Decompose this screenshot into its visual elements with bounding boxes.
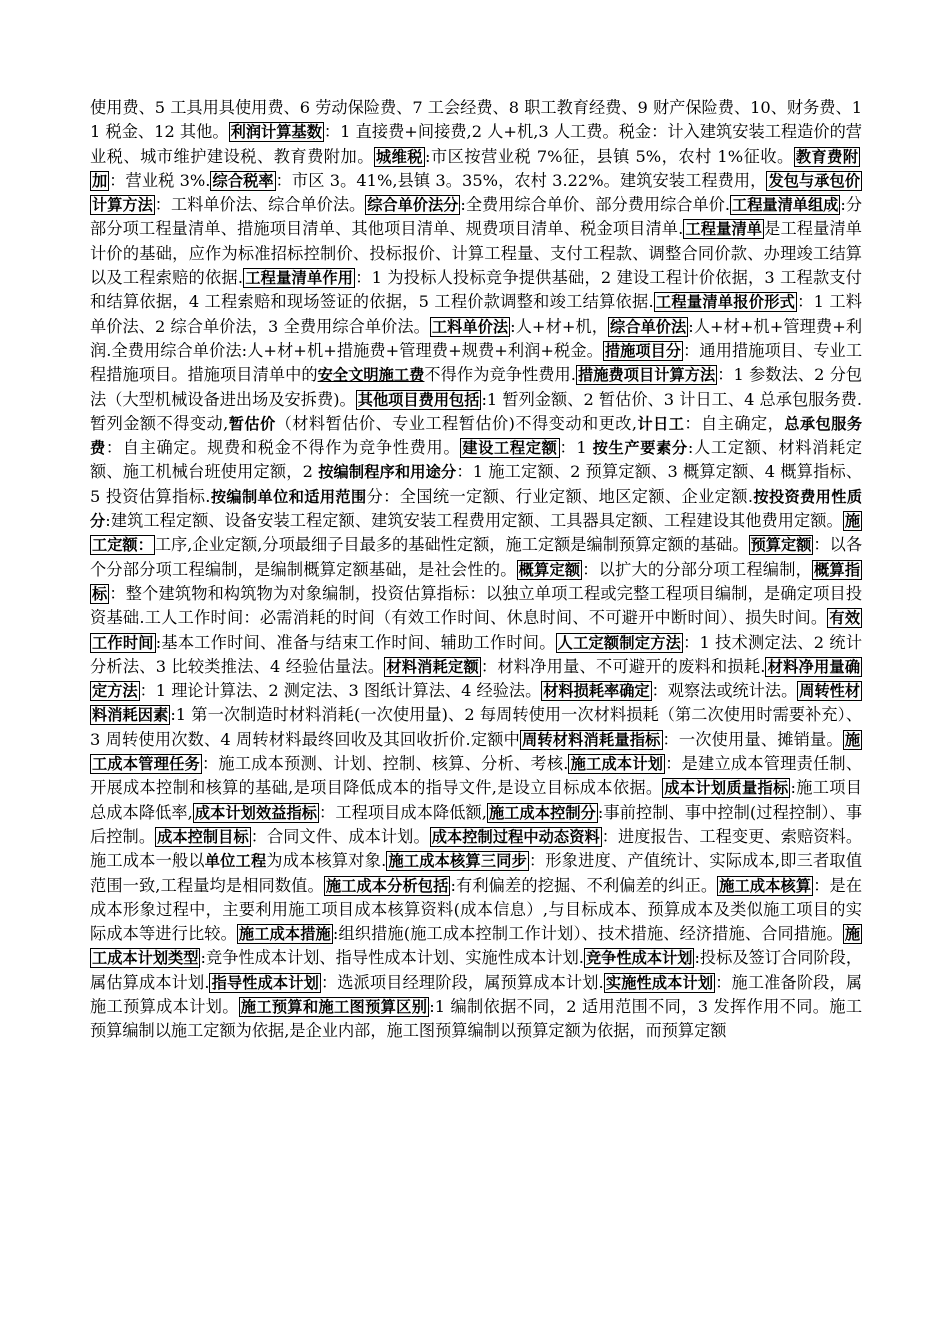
boxed-term: 概算定额 bbox=[518, 560, 581, 579]
boxed-term: 有效工作时间 bbox=[92, 609, 861, 652]
boxed-term: 措施费项目计算方法 bbox=[577, 366, 716, 385]
boxed-term: 人工定额制定方法 bbox=[557, 633, 682, 652]
boxed-term: 施工成本管理任务 bbox=[92, 730, 860, 774]
body-text: ：是建立成本管理责任制、开展成本控制和核算的基础,是项目降低成本的指导文件,是设立目标成本依据。 bbox=[90, 754, 863, 798]
body-text: ：1 为投标人投标竞争提供基础，2 建设工程计价依据，3 工程款支付和结算依据，4 工程索赔和现场签证的依据，5 工程价款调整和竣工结算依据. bbox=[90, 268, 862, 312]
boxed-term: 成本控制过程中动态资料 bbox=[431, 827, 600, 846]
underlined-term: 安全文明施工费 bbox=[317, 366, 425, 385]
body-text: :施工项目总成本降低率, bbox=[90, 778, 862, 822]
boxed-term: 措施项目分 bbox=[604, 341, 682, 360]
boxed-term: 施工成本分析包括 bbox=[325, 876, 449, 895]
body-text: ：材料净用量、不可避开的废料和损耗. bbox=[480, 656, 766, 676]
boxed-term: 指导性成本计划 bbox=[211, 973, 319, 992]
boxed-term: 成本计划效益指标 bbox=[194, 803, 318, 822]
body-text: ：形象进度、产值统计、实际成本,即三者取值范围一致,工程量均是相同数值。 bbox=[90, 851, 863, 895]
body-text: :1 暂列金额、2 暂估价、3 计日工、4 总承包服务费.暂列金额不得变动, bbox=[90, 389, 862, 433]
boxed-term: 工程量清单 bbox=[685, 220, 763, 239]
body-text: 工序,企业定额,分项最细子目最多的基础性定额，施工定额是编制预算定额的基础。 bbox=[154, 535, 749, 555]
document-body bbox=[90, 96, 862, 1044]
body-text: ：市区 3。41%,县镇 3。35%，农村 3.22%。建筑安装工程费用， bbox=[275, 170, 767, 190]
boxed-term: 实施性成本计划 bbox=[605, 973, 714, 992]
body-text: ：是在成本形象过程中，主要利用施工项目成本核算资料(成本信息）,与目标成本、预算成本及类似施工项目的实际成本等进行比较。 bbox=[90, 875, 863, 944]
body-text: 使用费、5 工具用具使用费、6 劳动保险费、7 工会经费、8 职工教育经费、9 财产保险费、10、财务费、11 税金、12 其他。 bbox=[90, 98, 862, 142]
body-text: ：一次使用量、摊销量。 bbox=[662, 729, 843, 749]
boxed-term: 发包与承包价计算方法 bbox=[92, 171, 861, 215]
body-text: ：选派项目经理阶段，属预算成本计划. bbox=[320, 972, 604, 992]
body-text: ：营业税 3%. bbox=[109, 170, 211, 190]
boxed-term: 利润计算基数 bbox=[230, 123, 322, 142]
bold-term: 计日工 bbox=[637, 414, 685, 433]
boxed-term: 周转材料消耗量指标 bbox=[522, 730, 661, 749]
body-text: ：施工成本预测、计划、控制、核算、分析、考核. bbox=[201, 754, 569, 774]
body-text: ：1 工料单价法、2 综合单价法，3 全费用综合单价法。 bbox=[90, 292, 862, 336]
body-text: :人工定额、材料消耗定额、施工机械台班使用定额，2 bbox=[90, 438, 863, 482]
body-text: ：通用措施项目、专业工程措施项目。措施项目清单中的 bbox=[90, 340, 863, 385]
boxed-term: 施工成本措施 bbox=[238, 925, 331, 944]
body-text: ：自主确定， bbox=[684, 413, 785, 433]
boxed-term: 教育费附加 bbox=[92, 147, 859, 190]
body-text: :人+材+机， bbox=[510, 316, 608, 336]
body-text: ：1 技术测定法、2 统计分析法、3 比较类推法、4 经验估量法。 bbox=[90, 632, 863, 676]
body-text: ：观察法或统计法。 bbox=[651, 681, 798, 701]
body-text: ：1 理论计算法、2 测定法、3 图纸计算法、4 经验法。 bbox=[139, 681, 542, 701]
body-text: :基本工作时间、准备与结束工作时间、辅助工作时间。 bbox=[155, 632, 556, 652]
body-text: （材料暂估价、专业工程暂估价)不得变动和更改, bbox=[275, 413, 638, 433]
boxed-term: 施工预算和施工图预算区别 bbox=[240, 997, 428, 1016]
body-text: ：以扩大的分部分项工程编制， bbox=[582, 559, 813, 579]
body-text: 分：全国统一定额、行业定额、地区定额、企业定额. bbox=[366, 486, 753, 506]
bold-term: 按投资费用性质分 bbox=[90, 487, 863, 531]
boxed-term: 其他项目费用包括 bbox=[357, 390, 480, 409]
body-text: :1 第一次制造时材料消耗(一次使用量)、2 每周转使用一次材料损耗（第二次使用时需要补充）、3 周转使用次数、4 周转材料最终回收及其回收折价.定额中 bbox=[90, 705, 863, 749]
body-text: :分部分项工程量清单、措施项目清单、其他项目清单、规费项目清单、税金项目清单. bbox=[90, 195, 863, 239]
boxed-term: 城维税 bbox=[375, 147, 424, 166]
body-text: :组织措施(施工成本控制工作计划）、技术措施、经济措施、合同措施。 bbox=[332, 924, 843, 944]
boxed-term: 施工成本控制分 bbox=[488, 803, 596, 822]
bold-term: 按生产要素分 bbox=[592, 439, 688, 458]
boxed-term: 工料单价法 bbox=[431, 317, 509, 336]
boxed-term: 综合单价法 bbox=[609, 317, 687, 336]
body-text: 为成本核算对象. bbox=[266, 851, 387, 871]
body-text: ：1 直接费+间接费,2 人+机,3 人工费。税金：计入建筑安装工程造价的营业税、城市维护建设税、教育费附加。 bbox=[90, 122, 862, 166]
boxed-term: 预算定额 bbox=[750, 536, 812, 555]
boxed-term: 施工成本核算三同步 bbox=[388, 852, 527, 871]
body-text: :人+材+机+管理费+利润.全费用综合单价法:人+材+机+措施费+管理费+规费+利润+税金。 bbox=[90, 316, 863, 360]
boxed-term: 工程量清单组成 bbox=[732, 196, 839, 215]
boxed-term: 综合税率 bbox=[212, 171, 274, 190]
boxed-term: 施工定额： bbox=[92, 512, 861, 555]
boxed-term: 综合单价法分 bbox=[367, 196, 459, 215]
boxed-term: 施工成本计划 bbox=[570, 755, 664, 774]
body-text: ：1 施工定额、2 预算定额、3 概算定额、4 概算指标、5 投资估算指标. bbox=[90, 462, 863, 506]
boxed-term: 工程量清单作用 bbox=[245, 269, 354, 288]
body-text: ：整个建筑物和构筑物为对象编制，投资估算指标：以独立单项工程或完整工程项目编制，是确定项目投资基础.工人工作时间：必需消耗的时间（有效工作时间、休息时间、不可避开中断时间）、损失时间。 bbox=[90, 583, 863, 628]
body-text: ：合同文件、成本计划。 bbox=[250, 826, 430, 846]
body-text: ：1 bbox=[559, 438, 593, 458]
boxed-term: 工程量清单报价形式 bbox=[655, 293, 796, 312]
boxed-term: 成本计划质量指标 bbox=[664, 779, 789, 798]
bold-term: 单位工程 bbox=[204, 852, 267, 871]
body-text: 不得作为竞争性费用. bbox=[424, 365, 576, 385]
body-text: :1 编制依据不同，2 适用范围不同，3 发挥作用不同。施工预算编制以施工定额为依据,是企业内部，施工图预算编制以预算定额为依据，而预算定额 bbox=[90, 996, 863, 1041]
boxed-term: 材料消耗定额 bbox=[386, 657, 479, 676]
boxed-term: 材料净用量确定方法 bbox=[92, 657, 861, 701]
body-text: ：工料单价法、综合单价法。 bbox=[154, 195, 366, 215]
body-text: ：施工准备阶段，属施工预算成本计划。 bbox=[90, 972, 863, 1016]
body-text: :有利偏差的挖掘、不利偏差的纠正。 bbox=[450, 875, 718, 895]
body-text: ：以各个分部分项工程编制，是编制概算定额基础，是社会性的。 bbox=[90, 535, 863, 579]
body-text: :全费用综合单价、部分费用综合单价. bbox=[460, 195, 731, 215]
body-text: :投标及签订合同阶段，属估算成本计划. bbox=[90, 948, 863, 992]
body-text: ：工程项目成本降低额, bbox=[319, 802, 487, 822]
body-text: ：自主确定。规费和税金不得作为竞争性费用。 bbox=[105, 438, 461, 458]
boxed-term: 成本控制目标 bbox=[157, 827, 249, 846]
body-text: :市区按营业税 7%征，县镇 5%，农村 1%征收。 bbox=[425, 146, 794, 166]
boxed-term: 建设工程定额 bbox=[462, 439, 558, 458]
body-text: :建筑工程定额、设备安装工程定额、建筑安装工程费用定额、工具器具定额、工程建设其他费用定额。 bbox=[105, 511, 843, 531]
boxed-term: 材料损耗率确定 bbox=[543, 682, 650, 701]
bold-term: 暂估价 bbox=[228, 414, 276, 433]
body-text: ：1 参数法、2 分包法（大型机械设备进出场及安拆费)。 bbox=[90, 365, 863, 409]
body-text: ：进度报告、工程变更、索赔资料。施工成本一般以 bbox=[90, 826, 863, 871]
bold-term: 总承包服务费 bbox=[90, 414, 862, 458]
body-text: :竞争性成本计划、指导性成本计划、实施性成本计划. bbox=[200, 948, 584, 968]
boxed-term: 施工成本核算 bbox=[719, 876, 812, 895]
bold-term: 按编制单位和适用范围 bbox=[210, 487, 367, 506]
boxed-term: 施工成本计划类型 bbox=[92, 925, 861, 968]
boxed-term: 竞争性成本计划 bbox=[585, 949, 693, 968]
boxed-term: 周转性材料消耗因素 bbox=[92, 682, 861, 725]
bold-term: 按编制程序和用途分 bbox=[318, 463, 457, 482]
boxed-term: 概算指标 bbox=[92, 560, 861, 603]
body-text: 是工程量清单计价的基础，应作为标准招标控制价、投标报价、计算工程量、支付工程款、调整合同价款、办理竣工结算以及工程索赔的依据. bbox=[90, 219, 862, 288]
body-text: :事前控制、事中控制(过程控制）、事后控制。 bbox=[90, 802, 863, 846]
